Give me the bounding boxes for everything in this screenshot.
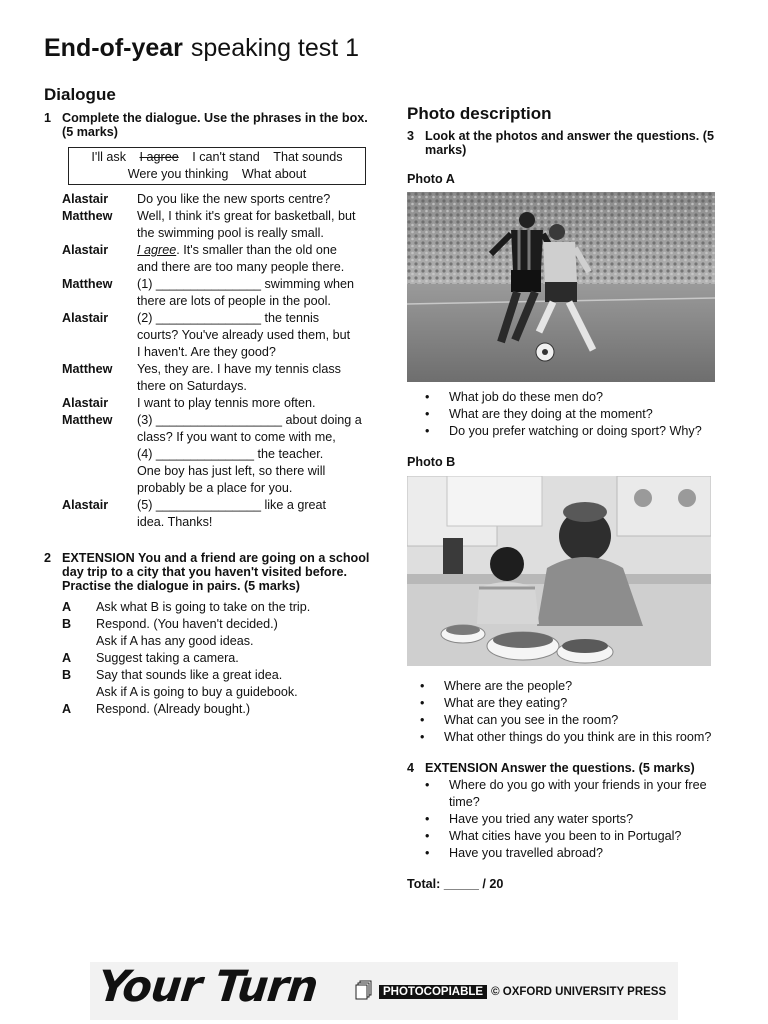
speaker-name: Matthew [62,413,113,427]
role-step [44,667,374,684]
question-item: • Where do you go with your friends in your free time? [407,777,707,811]
photo-a-football [407,192,715,382]
dialogue-line: courts? You've already used them, but [137,328,351,342]
speaker-lines [137,276,365,310]
photo-description-heading: Photo description [407,104,552,123]
dialogue-turn [44,310,374,361]
phrase: I can't stand [192,150,260,164]
speaker-name: Alastair [62,311,109,325]
dialogue-line: I haven't. Are they good? [137,345,276,359]
title-rest: speaking test 1 [190,34,360,62]
copyright-notice [355,980,666,1003]
speaker-name: Matthew [62,362,113,376]
dialogue-line: I agree. It's smaller than the old one [137,243,337,257]
dialogue-line: (3) __________________ about doing a [137,413,362,427]
question-1 [44,111,374,139]
dialogue-line: there are lots of people in the pool. [137,294,331,308]
dialogue-line: Yes, they are. I have my tennis class [137,362,341,376]
role-step [44,684,374,701]
photo-b-label: Photo B [407,455,456,469]
photocopy-icon [355,980,373,1003]
question-3 [407,129,727,157]
role-instruction: Ask if A is going to buy a guidebook. [96,685,298,699]
your-turn-logo: Your Turn [95,962,320,1012]
phrase-box [68,147,366,185]
question-text: Complete the dialogue. Use the phrases in the box. (5 marks) [62,111,368,139]
photo-a-label: Photo A [407,172,455,186]
dialogue-turn [44,361,374,395]
speaker-name: Alastair [62,243,109,257]
dialogue-line: class? If you want to come with me, [137,430,336,444]
role-letter [44,633,96,650]
role-step [44,701,374,718]
phrase: Were you thinking [127,167,229,181]
question-number: 4 [407,761,415,775]
question-item: • What other things do you think are in this room? [402,729,732,746]
question-list [402,777,707,862]
question-item: • Have you travelled abroad? [407,845,707,862]
role-instruction: Ask if A has any good ideas. [96,634,254,648]
speaker-lines [137,361,365,395]
role-instruction: Say that sounds like a great idea. [96,668,283,682]
dialogue-line: (1) _______________ swimming when [137,277,355,291]
question-number: 3 [407,129,415,143]
photo-b-kitchen [407,476,711,666]
speaker-name: Alastair [62,396,109,410]
phrase: What about [241,167,307,181]
question-item: • What can you see in the room? [402,712,732,729]
total-score: Total: _____ / 20 [407,877,504,891]
role-letter: B [62,668,72,682]
dialogue-heading: Dialogue [44,85,116,104]
photo-a-questions [407,389,727,471]
dialogue-line: there on Saturdays. [137,379,247,393]
question-list [407,389,727,440]
dialogue-turn [44,208,374,242]
speaker-name: Alastair [62,498,109,512]
role-step [44,633,374,650]
phrase: That sounds [273,150,343,164]
speaker-lines [137,412,365,497]
publisher: © OXFORD UNIVERSITY PRESS [491,985,667,998]
role-instruction: Respond. (You haven't decided.) [96,617,278,631]
role-step [44,616,374,633]
question-text: EXTENSION Answer the questions. (5 marks) [425,761,695,775]
question-item: • Do you prefer watching or doing sport? Why? [407,423,727,440]
role-letter: A [62,702,72,716]
speaker-lines [137,310,365,361]
role-letter: B [62,617,72,631]
question-2 [44,551,374,593]
speaker-lines [137,242,365,276]
speaker-lines [137,395,365,412]
question-number: 1 [44,111,52,125]
role-instruction: Respond. (Already bought.) [96,702,251,716]
dialogue-turn [44,276,374,310]
dialogue-line: Do you like the new sports centre? [137,192,331,206]
question-number: 2 [44,551,52,565]
dialogue-line: idea. Thanks! [137,515,213,529]
dialogue-turn [44,191,374,208]
speaker-name: Alastair [62,192,109,206]
dialogue-turn [44,242,374,276]
dialogue-line: and there are too many people there. [137,260,345,274]
role-step [44,650,374,667]
dialogue-line: (2) _______________ the tennis [137,311,320,325]
phrase: I'll ask [91,150,127,164]
role-step [44,599,374,616]
left-column [44,111,374,718]
photocopiable-tag: PHOTOCOPIABLE [379,985,487,999]
phrase-crossed: I agree [139,150,179,164]
dialogue-turn [44,412,374,497]
dialogue-line: (5) _______________ like a great [137,498,327,512]
dialogue-line: probably be a place for you. [137,481,293,495]
question-item: • What are they eating? [402,695,732,712]
role-letter [44,684,96,701]
role-letter: A [62,600,72,614]
example-answer: I agree [137,243,177,257]
question-item: • Have you tried any water sports? [407,811,707,828]
question-4 [402,761,732,775]
role-instruction: Suggest taking a camera. [96,651,239,665]
dialogue-line: I want to play tennis more often. [137,396,316,410]
speaker-lines [137,208,365,242]
right-column-top [407,129,727,188]
question-item: • What are they doing at the moment? [407,406,727,423]
page-title [44,34,359,63]
title-bold: End-of-year [44,34,183,62]
question-list [402,678,732,746]
question-item: • Where are the people? [402,678,732,695]
role-instruction: Ask what B is going to take on the trip. [96,600,311,614]
dialogue-line: One boy has just left, so there will [137,464,326,478]
dialogue-line: Well, I think it's great for basketball, but [137,209,356,223]
question-item: • What job do these men do? [407,389,727,406]
dialogue-line: the swimming pool is really small. [137,226,324,240]
question-text: Look at the photos and answer the questions. (5 marks) [425,129,714,157]
question-text: EXTENSION You and a friend are going on a school day trip to a city that you haven't visited before. Practise the dialogue in pairs. (5 marks) [62,551,370,593]
dialogue-turn [44,395,374,412]
speaker-name: Matthew [62,209,113,223]
role-steps [44,599,374,718]
dialogue-turn [44,497,374,531]
speaker-name: Matthew [62,277,113,291]
photo-b-questions-wrap [402,678,732,893]
speaker-lines [137,497,365,531]
question-item: • What cities have you been to in Portugal? [407,828,707,845]
dialogue-line: (4) ______________ the teacher. [137,447,324,461]
role-letter: A [62,651,72,665]
speaker-lines [137,191,365,208]
dialogue [44,191,374,531]
